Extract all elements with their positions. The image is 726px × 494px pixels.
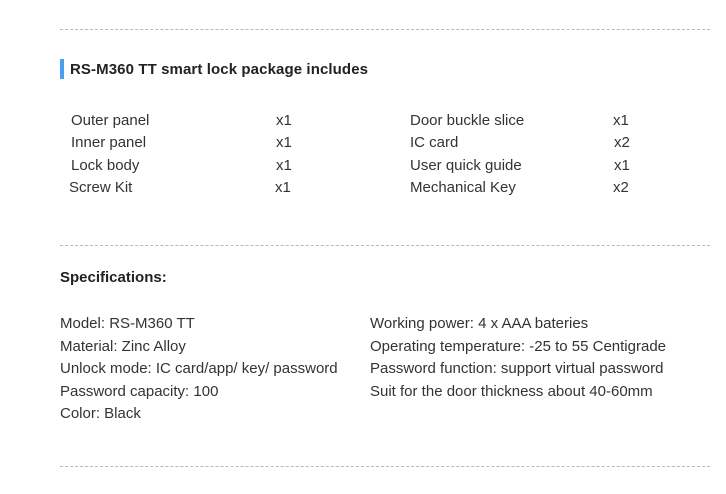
package-item-name: Mechanical Key [410, 179, 516, 196]
package-item-name: Door buckle slice [410, 112, 525, 129]
package-item-name: Outer panel [71, 112, 150, 129]
package-item-qty: x1 [613, 112, 629, 129]
spec-item: Unlock mode: IC card/app/ key/ password [60, 360, 338, 377]
package-section-title [60, 58, 368, 80]
package-item-name: IC card [410, 134, 459, 151]
package-item-qty: x1 [614, 157, 630, 174]
top-divider [60, 29, 710, 30]
package-item-name: Lock body [71, 157, 140, 174]
middle-divider [60, 245, 710, 246]
package-item-qty: x1 [276, 134, 292, 151]
spec-item: Operating temperature: -25 to 55 Centigrade [370, 338, 667, 355]
specifications-title: Specifications: [60, 269, 167, 286]
package-item-qty: x1 [275, 179, 291, 196]
spec-item: Color: Black [60, 405, 141, 422]
package-item-name: Inner panel [71, 134, 147, 151]
package-item-name: Screw Kit [69, 179, 133, 196]
package-item-qty: x2 [614, 134, 630, 151]
spec-item: Suit for the door thickness about 40-60mm [370, 383, 653, 400]
package-item-qty: x2 [613, 179, 629, 196]
package-item-qty: x1 [276, 157, 292, 174]
spec-item: Material: Zinc Alloy [60, 338, 186, 355]
spec-item: Password capacity: 100 [60, 383, 219, 400]
bottom-divider [60, 466, 710, 467]
package-item-name: User quick guide [410, 157, 522, 174]
package-title: RS-M360 TT smart lock package includes [70, 60, 369, 78]
spec-item: Working power: 4 x AAA bateries [370, 315, 589, 332]
spec-item: Password function: support virtual password [370, 360, 664, 377]
package-item-qty: x1 [276, 112, 292, 129]
spec-item: Model: RS-M360 TT [60, 315, 195, 332]
accent-bar [60, 59, 64, 79]
